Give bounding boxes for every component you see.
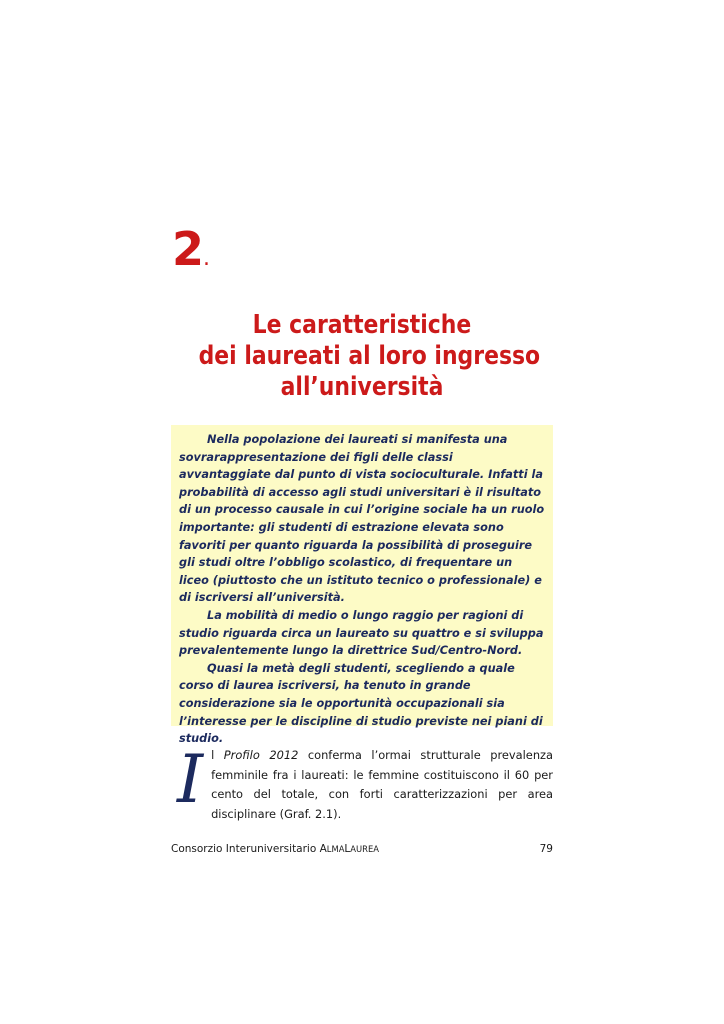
- body-first-word-rest: l: [211, 748, 224, 762]
- chapter-number: [172, 222, 211, 276]
- abstract-paragraph-2: La mobilità di medio o lungo raggio per ragioni di studio riguarda circa un laureato su quattro e si sviluppa prevalentemente lungo la direttrice Sud/Centro-Nord.: [179, 608, 544, 658]
- abstract-paragraph-1: Nella popolazione dei laureati si manifesta una sovrarappresentazione dei figli delle classi avvantaggiate dal punto di vista socioculturale. Infatti la probabilità di accesso agli studi universitari è il risultato di un processo causale in cui l’origine sociale ha un ruolo importante: gli studenti di estrazione elevata sono favoriti per quanto riguarda la possibilità di proseguire gli studi oltre l’obbligo scolastico, di frequentare un liceo (piuttosto che un istituto tecnico o professionale) e di iscriversi all’università.: [179, 433, 545, 605]
- footer-publisher-prefix: Consorzio Interuniversitario A: [171, 843, 327, 855]
- footer-publisher: [171, 843, 379, 855]
- abstract-paragraph-3: Quasi la metà degli studenti, scegliendo a quale corso di laurea iscriversi, ha tenuto in grande considerazione sia le opportunità occupazionali sia l’interesse per le discipline di studio previste nei piani di studio.: [179, 661, 543, 746]
- drop-cap: I: [177, 741, 204, 818]
- chapter-number-digit: 2: [172, 222, 204, 276]
- chapter-title-line-2: dei laureati al loro ingresso: [198, 341, 541, 371]
- chapter-title-line-1: Le caratteristiche: [252, 310, 472, 340]
- footer-publisher-sc2: AUREA: [350, 844, 379, 854]
- chapter-number-dot: .: [203, 246, 211, 271]
- chapter-title: [198, 310, 541, 403]
- chapter-title-line-3: all’università: [280, 372, 444, 402]
- footer-publisher-sc1: LMA: [326, 844, 345, 854]
- abstract-box: [171, 425, 553, 746]
- body-italic-title: Profilo 2012: [223, 748, 299, 762]
- body-paragraph: [171, 741, 553, 824]
- page-number: 79: [539, 843, 553, 855]
- body-text: conferma l’ormai strutturale prevalenza femminile fra i laureati: le femmine costituiscono il 60 per cento del totale, con forti caratterizzazioni per area disciplinare (Graf. 2.1).: [211, 748, 553, 821]
- footer-publisher-mid: L: [344, 843, 351, 855]
